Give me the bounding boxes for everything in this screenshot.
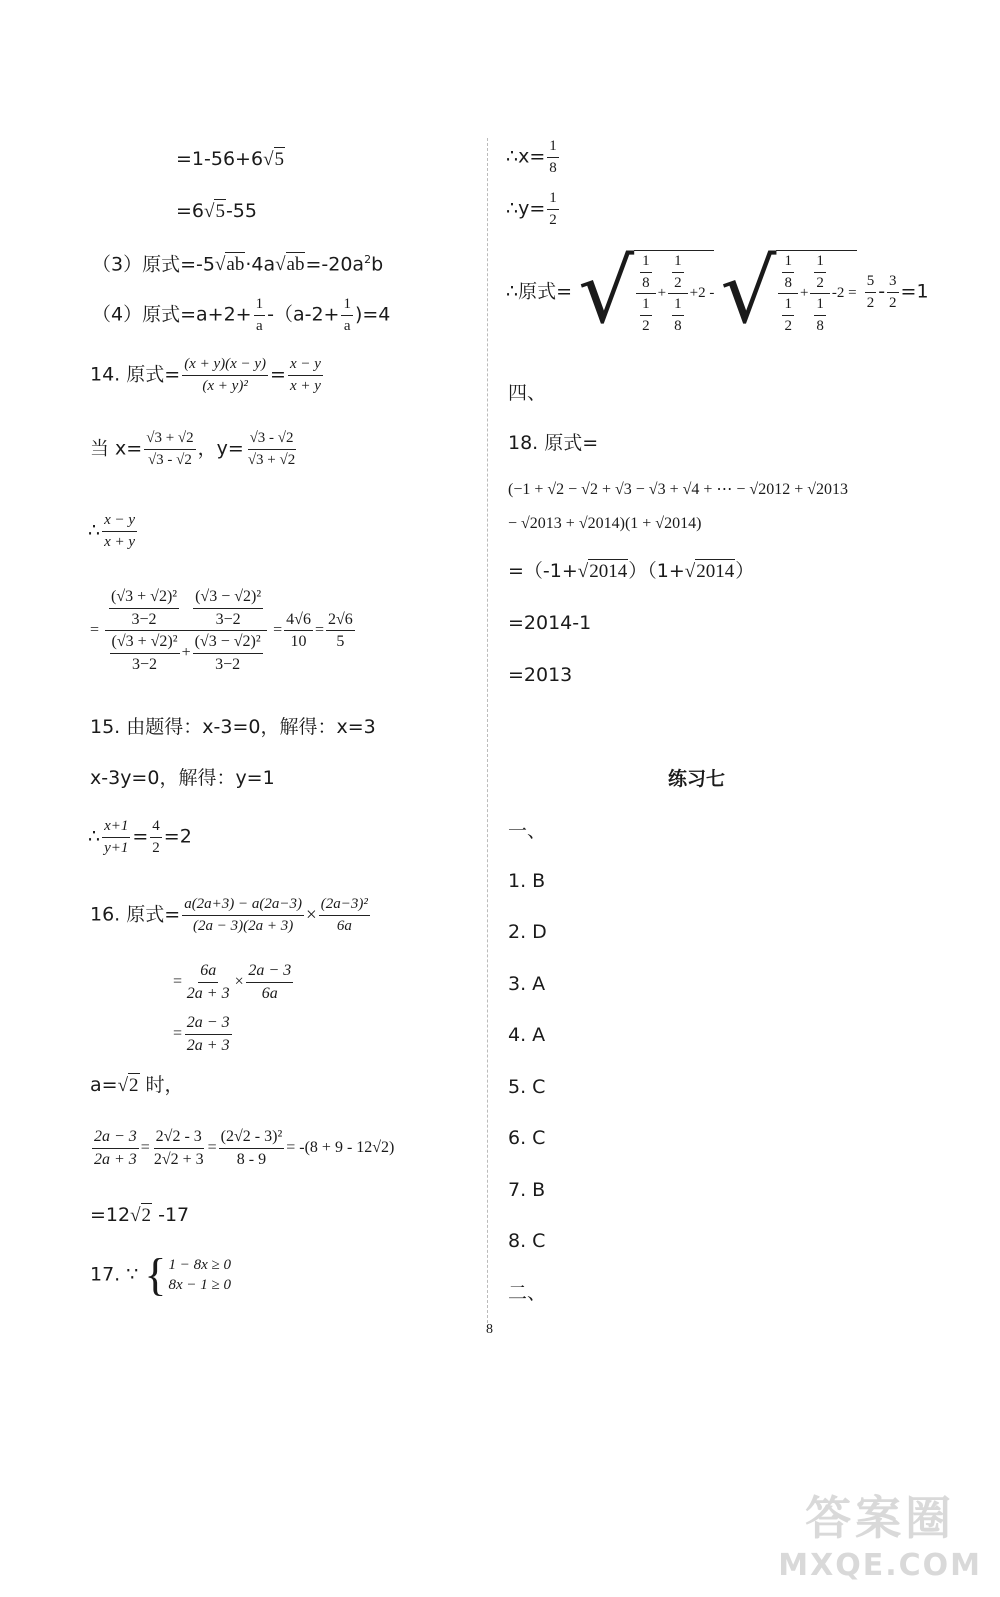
answer-item: 3. A (508, 973, 546, 995)
line-part-3: （3）原式$=-5√ab\cdot 4a√ab=-20a^2b$ (92, 253, 384, 276)
line-step-1: =1-56+6√5 (176, 148, 284, 170)
q17-row-1: 1 − 8x ≥ 0 (168, 1256, 232, 1273)
watermark-text: 答案圈 (805, 1491, 956, 1545)
exercise-heading: 练习七 (668, 768, 726, 790)
result-expression: ∴原式= √ $\frac{\frac{1}{8}}{\frac{1}{2}}$ + $\frac{\frac{1}{2}}{\frac{1}{8}}$ +2 - √ $\frac{\frac{1}{8}}{\frac{1}{2}}$ + $\frac{\frac{1}{2}}{\frac{1}{8}}$ -2 = $\frac{5}{2}$ - $\frac{3}{2}$ =1 (506, 240, 929, 343)
q18-line-4: =2014-1 (508, 612, 592, 634)
answer-item: 7. B (508, 1179, 546, 1201)
q16-given-a: a=√2 时， (90, 1074, 184, 1096)
question-14: 14. 原式= $\frac{(x + y)(x - y)}{\text{(x + y)²}}$ = $\frac{x - y}{x + y}$ (90, 356, 321, 394)
result-y: ∴y= $\frac{1}{2}$ (506, 190, 557, 228)
answer-item: 8. C (508, 1230, 546, 1252)
q18-line-2: − √2013 + √2014)(1 + √2014) (508, 515, 702, 532)
watermark-logo (778, 1482, 982, 1583)
answer-item: 6. C (508, 1127, 546, 1149)
section-four: 四、 (508, 382, 547, 404)
answer-item: 4. A (508, 1024, 546, 1046)
q16-step-3: = $\frac{2a - 3}{2a + 3}$ (172, 1014, 230, 1054)
section-one: 一、 (508, 820, 547, 842)
q14-therefore: ∴ $\frac{x - y}{x + y}$ (88, 512, 136, 550)
q18-line-5: =2013 (508, 664, 573, 686)
section-two: 二、 (508, 1282, 547, 1304)
page-number: 8 (486, 1322, 493, 1337)
line-step-2: =6√5-55 (176, 200, 257, 222)
q18-line-3: =（-1+√2014）（1+√2014） (508, 560, 755, 582)
q14-compute: = $\frac{\text{(√3 + √2)²}}{3-2}$ $\frac{\text{(√3 − √2)²}}{3-2}$ $\frac{\text{(√3 + √2)²}}{3-2}$ + $\frac{\text{(√3 − √2)²}}{3-2}$ = $\frac{4√6}{10}$ = $\frac{2√6}{5}$ (90, 588, 353, 673)
result-x: ∴x= $\frac{1}{8}$ (506, 138, 557, 176)
q18-line-1: (−1 + √2 − √2 + √3 − √3 + √4 + ⋯ − √2012 + √2013 (508, 481, 849, 498)
q17-row-2: 8x − 1 ≥ 0 (168, 1277, 232, 1293)
question-18: 18. 原式= (508, 432, 599, 454)
question-15-line-3: ∴ $\frac{x+1}{y+1}$ = $\frac{4}{2}$ =2 (88, 818, 192, 856)
q16-step-2: = $\frac{6a}{2a + 3}$ × $\frac{2a - 3}{6a}$ (172, 962, 292, 1002)
answer-item: 5. C (508, 1076, 546, 1098)
q16-substitute: $\frac{2a - 3}{2a + 3}$ = $\frac{2√2 - 3}{2√2 + 3}$ = $\frac{\text{(2√2 - 3)²}}{8 - 9}$ = -(8 + 9 - 12√2) (94, 1128, 395, 1168)
line-part-4: （4）原式=a+2+ $\frac{1}{a}$ -（a-2+ $\frac{1}{a}$ )=4 (92, 296, 391, 334)
question-16: 16. 原式= $\frac{a(2a+3) - a(2a-3)}{(2a - 3)(2a + 3)}$ × $\frac{\text{(2a−3)²}}{6a}$ (90, 896, 368, 934)
answer-item: 1. B (508, 870, 546, 892)
answer-item: 2. D (508, 921, 547, 943)
watermark-url: MXQE.COM (778, 1548, 982, 1583)
column-divider (487, 138, 488, 1328)
question-17: 17. ∵ { 1 − 8x ≥ 0 8x − 1 ≥ 0 (90, 1249, 232, 1300)
question-15-line-1: 15. 由题得：x-3=0，解得：x=3 (90, 716, 376, 738)
q14-given: 当 x= $\frac{√3 + √2}{√3 - √2}$ ，y= $\frac{√3 - √2}{√3 + √2}$ (90, 430, 296, 468)
q16-result: =12√2 -17 (90, 1204, 190, 1226)
question-15-line-2: x-3y=0，解得：y=1 (90, 767, 275, 789)
